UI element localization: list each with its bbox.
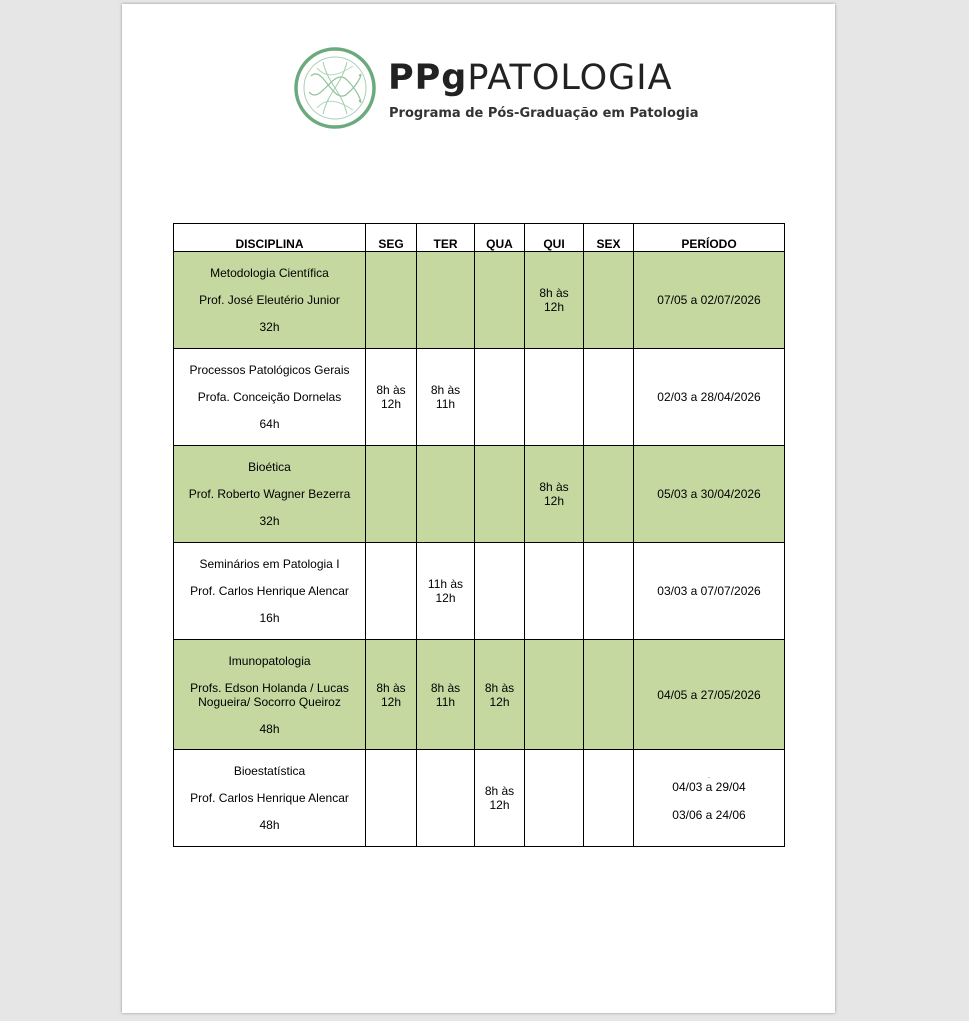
period-text: 04/05 a 27/05/2026 bbox=[657, 687, 761, 702]
periodo-cell bbox=[634, 543, 785, 640]
qui-cell bbox=[525, 446, 584, 543]
header-seg: SEG bbox=[366, 224, 417, 252]
table-row bbox=[174, 446, 785, 543]
ter-cell bbox=[417, 446, 475, 543]
program-logo bbox=[293, 46, 699, 130]
sex-cell bbox=[584, 349, 634, 446]
course-professor: Prof. Roberto Wagner Bezerra bbox=[188, 487, 351, 501]
sex-time bbox=[607, 584, 611, 598]
sex-cell bbox=[584, 750, 634, 847]
document-page bbox=[122, 4, 835, 1013]
table-row bbox=[174, 543, 785, 640]
ter-cell bbox=[417, 349, 475, 446]
qua-time bbox=[498, 293, 502, 307]
ter-cell bbox=[417, 640, 475, 750]
qua-time: 8h às 12h bbox=[484, 680, 515, 709]
seg-time bbox=[389, 584, 393, 598]
logo-title-rest: PATOLOGIA bbox=[467, 58, 673, 98]
course-name: Seminários em Patologia I bbox=[199, 557, 340, 571]
course-hours: 48h bbox=[259, 818, 280, 832]
dna-helix-logo-icon bbox=[293, 46, 377, 130]
periodo-cell bbox=[634, 640, 785, 750]
period-text: 05/03 a 30/04/2026 bbox=[657, 487, 761, 501]
course-professor: Prof. Carlos Henrique Alencar bbox=[190, 584, 349, 598]
course-professor: Profa. Conceição Dornelas bbox=[197, 390, 342, 404]
sex-cell bbox=[584, 543, 634, 640]
course-hours: 32h bbox=[259, 320, 280, 334]
ter-time: 11h às 12h bbox=[427, 577, 464, 605]
seg-cell bbox=[366, 750, 417, 847]
period-text: 04/03 a 29/04 bbox=[672, 780, 746, 794]
header-ter: TER bbox=[417, 224, 475, 252]
sex-cell bbox=[584, 640, 634, 750]
qui-time: 8h às 12h bbox=[539, 286, 569, 314]
header-qua: QUA bbox=[475, 224, 525, 252]
seg-time: 8h às 12h bbox=[376, 383, 406, 411]
seg-cell bbox=[366, 446, 417, 543]
qua-cell bbox=[475, 446, 525, 543]
qua-time bbox=[498, 390, 502, 404]
disciplina-cell bbox=[174, 252, 366, 349]
sex-time bbox=[607, 390, 611, 404]
period-text: 07/05 a 02/07/2026 bbox=[657, 293, 761, 307]
disciplina-cell bbox=[174, 750, 366, 847]
periodo-cell bbox=[634, 349, 785, 446]
qua-cell bbox=[475, 640, 525, 750]
qui-time bbox=[552, 390, 556, 404]
ter-time bbox=[444, 293, 448, 307]
qui-cell bbox=[525, 349, 584, 446]
table-row bbox=[174, 349, 785, 446]
sex-cell bbox=[584, 252, 634, 349]
ter-time: 8h às 11h bbox=[430, 383, 461, 411]
header-sex: SEX bbox=[584, 224, 634, 252]
ter-cell bbox=[417, 252, 475, 349]
logo-title-bold: PPg bbox=[388, 58, 468, 98]
qui-cell bbox=[525, 640, 584, 750]
disciplina-cell bbox=[174, 640, 366, 750]
header-qui: QUI bbox=[525, 224, 584, 252]
course-professor: Prof. José Eleutério Junior bbox=[199, 293, 340, 307]
qui-cell bbox=[525, 750, 584, 847]
ter-cell bbox=[417, 543, 475, 640]
course-professor: Profs. Edson Holanda / Lucas Nogueira/ Socorro Queiroz bbox=[190, 680, 349, 709]
course-name: Imunopatologia bbox=[228, 653, 311, 668]
period-text: 03/03 a 07/07/2026 bbox=[657, 584, 761, 598]
disciplina-cell bbox=[174, 446, 366, 543]
sex-time bbox=[607, 293, 611, 307]
sex-cell bbox=[584, 446, 634, 543]
period-text: 02/03 a 28/04/2026 bbox=[657, 390, 761, 404]
periodo-cell bbox=[634, 750, 785, 847]
course-professor: Prof. Carlos Henrique Alencar bbox=[190, 791, 349, 805]
table-row bbox=[174, 252, 785, 349]
disciplina-cell bbox=[174, 349, 366, 446]
course-name: Bioestatística bbox=[233, 764, 306, 778]
sex-time bbox=[607, 487, 611, 501]
periodo-cell bbox=[634, 252, 785, 349]
seg-cell bbox=[366, 252, 417, 349]
sex-time bbox=[607, 688, 611, 702]
table-row bbox=[174, 750, 785, 847]
table-header-row bbox=[174, 224, 785, 252]
qui-time bbox=[552, 688, 556, 702]
period-text-second: 03/06 a 24/06 bbox=[672, 808, 746, 822]
course-name: Processos Patológicos Gerais bbox=[189, 363, 350, 377]
table-row bbox=[174, 640, 785, 750]
qua-time bbox=[498, 584, 502, 598]
periodo-cell bbox=[634, 446, 785, 543]
seg-time bbox=[389, 487, 393, 501]
ter-time: 8h às 11h bbox=[430, 680, 461, 709]
qui-cell bbox=[525, 252, 584, 349]
qua-time: 8h às 12h bbox=[484, 784, 515, 812]
seg-time: 8h às 12h bbox=[376, 680, 406, 709]
qui-cell bbox=[525, 543, 584, 640]
qua-cell bbox=[475, 252, 525, 349]
ter-time bbox=[444, 791, 448, 805]
qua-cell bbox=[475, 543, 525, 640]
course-name: Metodologia Científica bbox=[210, 266, 329, 280]
schedule-table bbox=[173, 223, 785, 847]
seg-cell bbox=[366, 349, 417, 446]
seg-time bbox=[389, 791, 393, 805]
qua-cell bbox=[475, 349, 525, 446]
course-name: Bioética bbox=[248, 460, 291, 474]
logo-subtitle: Programa de Pós-Graduação em Patologia bbox=[389, 106, 699, 121]
sex-time bbox=[607, 791, 611, 805]
logo-title bbox=[388, 58, 673, 98]
qua-time bbox=[498, 487, 502, 501]
ter-time bbox=[444, 487, 448, 501]
qui-time bbox=[552, 791, 556, 805]
seg-cell bbox=[366, 543, 417, 640]
course-hours: 16h bbox=[259, 611, 280, 625]
qua-cell bbox=[475, 750, 525, 847]
course-hours: 48h bbox=[259, 721, 280, 736]
disciplina-cell bbox=[174, 543, 366, 640]
header-disciplina: DISCIPLINA bbox=[174, 224, 366, 252]
course-hours: 32h bbox=[259, 514, 280, 528]
course-hours: 64h bbox=[259, 417, 280, 431]
seg-time bbox=[389, 293, 393, 307]
period-note: . bbox=[708, 774, 710, 780]
qui-time bbox=[552, 584, 556, 598]
qui-time: 8h às 12h bbox=[539, 480, 569, 508]
header-periodo: PERÍODO bbox=[634, 224, 785, 252]
ter-cell bbox=[417, 750, 475, 847]
seg-cell bbox=[366, 640, 417, 750]
